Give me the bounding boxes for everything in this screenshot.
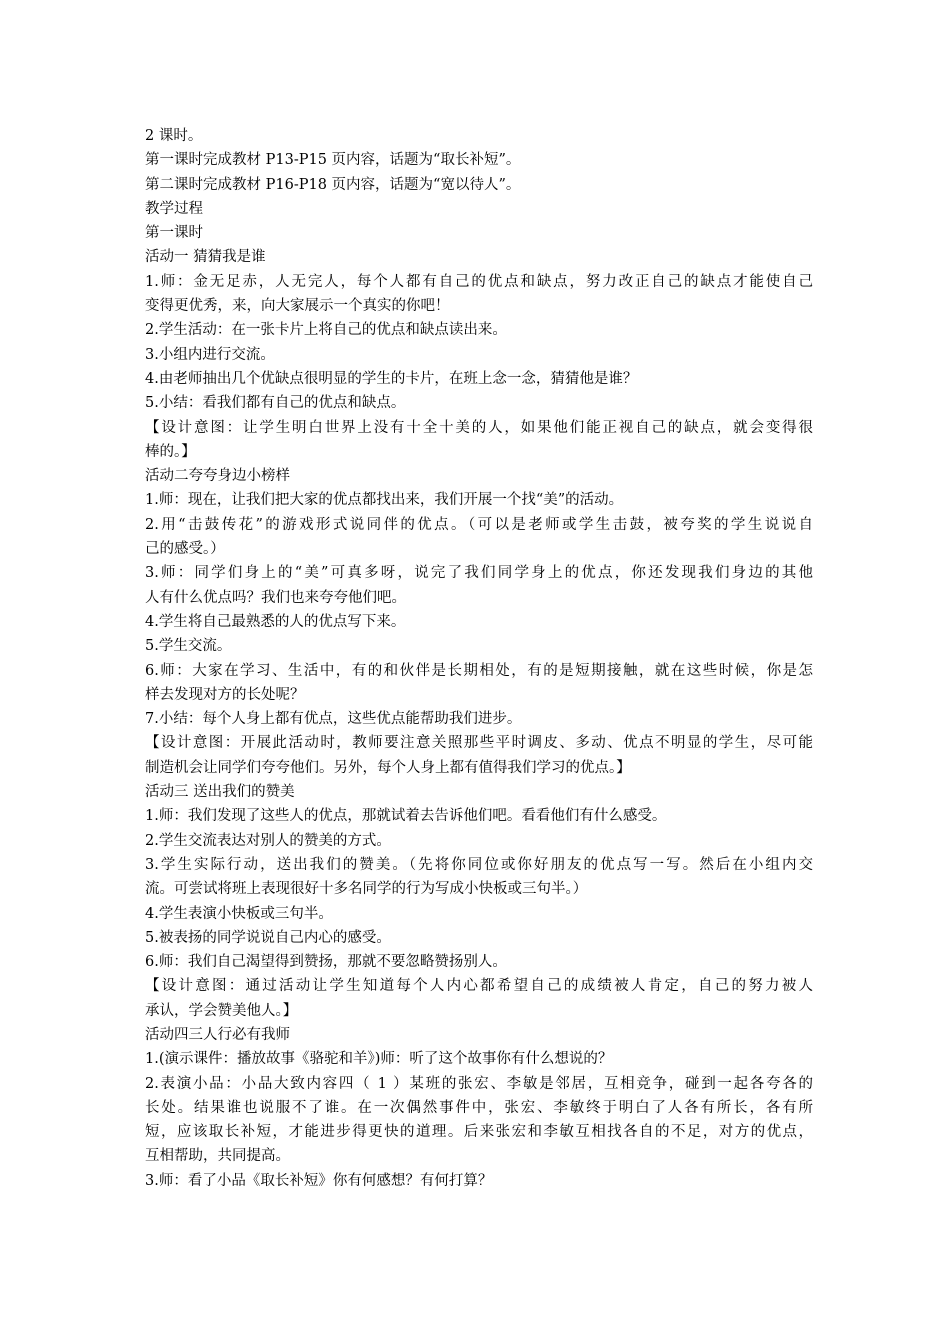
text-line: 活动一 猜猜我是谁 (145, 249, 266, 266)
text-line: 2 课时。 (145, 128, 203, 144)
text-line: 5.小结：看我们都有自己的优点和缺点。 (145, 395, 406, 412)
text-line: 流。可尝试将班上表现很好十多名同学的行为写成小快板或三句半。） (145, 881, 588, 898)
text-line: 【设计意图：开展此活动时，教师要注意关照那些平时调皮、多动、优点不明显的学生，尽可能 (145, 735, 813, 752)
text-line: 7.小结：每个人身上都有优点，这些优点能帮助我们进步。 (145, 711, 522, 728)
text-line: 棒的。】 (145, 443, 196, 460)
text-line: 变得更优秀，来，向大家展示一个真实的你吧！ (145, 298, 450, 315)
text-line: 人有什么优点吗？我们也来夸夸他们吧。 (145, 589, 406, 606)
text-line: 1.(演示课件：播放故事《骆驼和羊》)师：听了这个故事你有什么想说的？ (145, 1051, 613, 1068)
text-line: 2.表演小品：小品大致内容四（ 1 ）某班的张宏、李敏是邻居，互相竞争，碰到一起各夸各的 (145, 1075, 813, 1092)
text-line: 第二课时完成教材 P16-P18 页内容，话题为“宽以待人”。 (145, 176, 521, 193)
text-line: 活动三 送出我们的赞美 (145, 784, 295, 801)
text-line: 活动四三人行必有我师 (145, 1026, 290, 1043)
text-line: 3.师：同学们身上的“美”可真多呀，说完了我们同学身上的优点，你还发现我们身边的其他 (145, 565, 813, 582)
text-line: 4.学生表演小快板或三句半。 (145, 905, 333, 922)
text-line: 样去发现对方的长处呢？ (145, 686, 305, 703)
text-line: 制造机会让同学们夸夸他们。另外，每个人身上都有值得我们学习的优点。】 (145, 759, 631, 776)
text-line: 互相帮助，共同提高。 (145, 1148, 290, 1165)
text-line: 教学过程 (145, 200, 203, 217)
text-line: 活动二夸夸身边小榜样 (145, 468, 290, 485)
text-line: 第一课时 (145, 225, 203, 242)
text-line: 【设计意图：通过活动让学生知道每个人内心都希望自己的成绩被人肯定，自己的努力被人 (145, 978, 813, 995)
text-line: 3.小组内进行交流。 (145, 346, 275, 363)
text-line: 4.学生将自己最熟悉的人的优点写下来。 (145, 613, 406, 630)
text-line: 2.用“击鼓传花”的游戏形式说同伴的优点。（可以是老师或学生击鼓，被夸奖的学生说说自 (145, 516, 813, 533)
text-line: 3.学生实际行动，送出我们的赞美。（先将你同位或你好朋友的优点写一写。然后在小组内交 (145, 856, 813, 873)
text-line: 第一课时完成教材 P13-P15 页内容，话题为“取长补短”。 (145, 152, 521, 169)
document-page (145, 124, 813, 1193)
text-line: 5.被表扬的同学说说自己内心的感受。 (145, 929, 391, 946)
text-line: 承认，学会赞美他人。】 (145, 1002, 298, 1019)
text-line: 6.师：我们自己渴望得到赞扬，那就不要忽略赞扬别人。 (145, 954, 507, 971)
text-line: 1.师：金无足赤，人无完人，每个人都有自己的优点和缺点，努力改正自己的缺点才能使自己 (145, 273, 813, 290)
text-line: 短，应该取长补短，才能进步得更快的道理。后来张宏和李敏互相找各自的不足，对方的优点， (145, 1124, 813, 1141)
text-line: 2.学生交流表达对别人的赞美的方式。 (145, 832, 391, 849)
text-line: 己的感受。） (145, 541, 225, 558)
text-line: 5.学生交流。 (145, 638, 232, 655)
text-line: 1.师：我们发现了这些人的优点，那就试着去告诉他们吧。看看他们有什么感受。 (145, 808, 667, 825)
text-line: 3.师：看了小品《取长补短》你有何感想？有何打算？ (145, 1172, 493, 1189)
text-line: 2.学生活动：在一张卡片上将自己的优点和缺点读出来。 (145, 322, 507, 339)
text-line: 【设计意图：让学生明白世界上没有十全十美的人，如果他们能正视自己的缺点，就会变得很 (145, 419, 813, 436)
text-line: 4.由老师抽出几个优缺点很明显的学生的卡片，在班上念一念，猜猜他是谁？ (145, 370, 638, 387)
text-line: 长处。结果谁也说服不了谁。在一次偶然事件中，张宏、李敏终于明白了人各有所长，各有所 (145, 1099, 813, 1116)
text-line: 1.师：现在，让我们把大家的优点都找出来，我们开展一个找“美”的活动。 (145, 492, 624, 509)
text-line: 6.师：大家在学习、生活中，有的和伙伴是长期相处，有的是短期接触，就在这些时候，你是怎 (145, 662, 813, 679)
